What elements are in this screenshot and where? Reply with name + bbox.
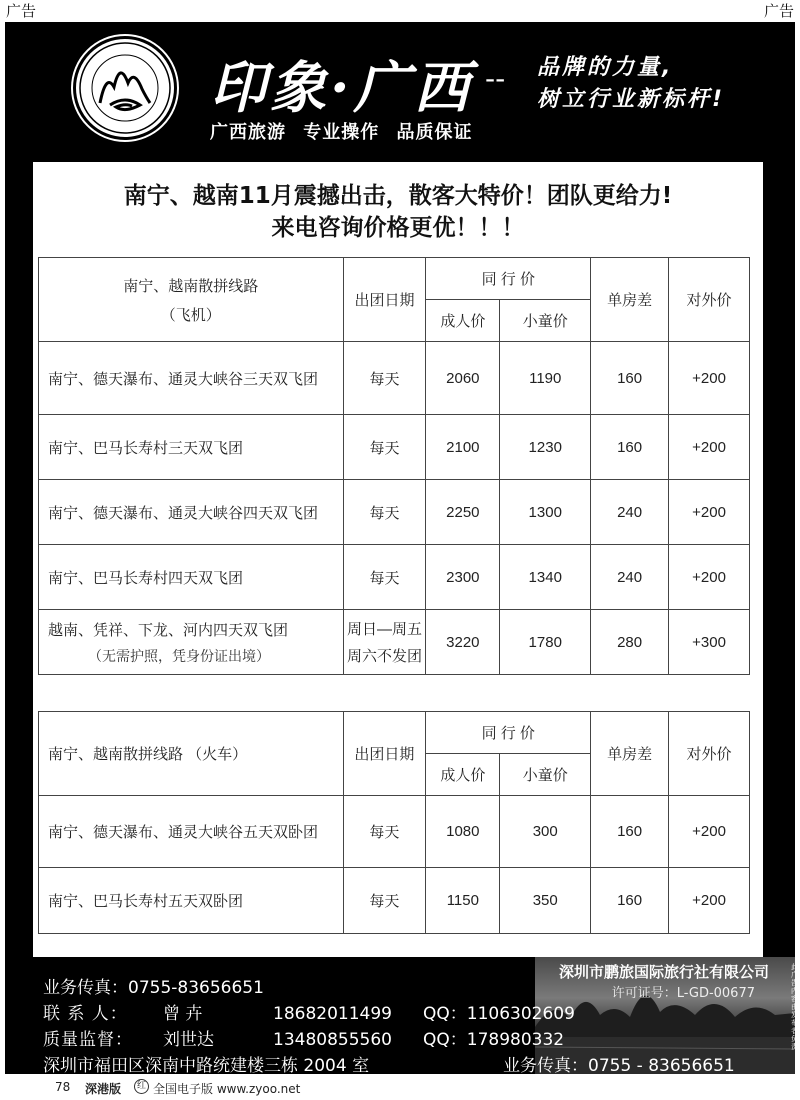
route-cell: 南宁、巴马长寿村五天双卧团 (39, 868, 344, 934)
date-cell: 每天 (343, 480, 426, 545)
table-row (39, 545, 750, 610)
page-footer (0, 1076, 800, 1100)
peer-price-header: 同 行 价 (426, 712, 591, 754)
adult-cell: 3220 (426, 610, 500, 675)
route-cell: 南宁、德天瀑布、通灵大峡谷五天双卧团 (39, 796, 344, 868)
air-price-table (38, 257, 750, 675)
slogan-line-1: 品牌的力量, (537, 55, 674, 80)
child-cell: 1190 (500, 342, 591, 415)
ad-tag-left: 广告 (0, 0, 42, 22)
date-header: 出团日期 (343, 712, 426, 796)
single-cell: 240 (591, 545, 669, 610)
brand-dash: -- (485, 62, 506, 95)
supervise-qq: QQ：178980332 (423, 1030, 565, 1050)
public-cell: +200 (669, 796, 750, 868)
route-cell: 南宁、巴马长寿村四天双飞团 (39, 545, 344, 610)
date-cell: 每天 (343, 342, 426, 415)
public-cell: +200 (669, 868, 750, 934)
headline-line-1: 南宁、越南11月震撼出击，散客大特价！团队更给力! (123, 183, 673, 209)
brand-title: 印象·广西 (210, 55, 474, 121)
single-cell: 160 (591, 868, 669, 934)
contact-name: 曾 卉 (163, 1004, 203, 1024)
single-cell: 240 (591, 480, 669, 545)
table-row (39, 868, 750, 934)
page-number: 78 (55, 1080, 71, 1094)
ad-tag-right: 广告 (758, 0, 800, 22)
single-cell: 160 (591, 796, 669, 868)
adult-cell: 2300 (426, 545, 500, 610)
mountain-logo-icon (76, 39, 174, 137)
date-cell: 每天 (343, 868, 426, 934)
date-cell (343, 610, 426, 675)
child-header: 小童价 (500, 754, 591, 796)
adult-cell: 1150 (426, 868, 500, 934)
date-line-1: 周日—周五 (346, 621, 422, 638)
brand-subtitle: 广西旅游 专业操作 品质保证 (210, 122, 473, 143)
route-cell (39, 610, 344, 675)
fax-line (43, 973, 264, 998)
route-cell: 南宁、巴马长寿村三天双飞团 (39, 415, 344, 480)
table-row-vietnam (39, 610, 750, 675)
headline (33, 180, 763, 244)
supervise-line (43, 1025, 564, 1050)
adult-cell: 2060 (426, 342, 500, 415)
date-cell: 每天 (343, 796, 426, 868)
single-cell: 280 (591, 610, 669, 675)
address: 深圳市福田区深南中路统建楼三栋 2004 室 (43, 1056, 370, 1076)
contact-footer (5, 957, 798, 1076)
table-row (39, 342, 750, 415)
route-cell: 南宁、德天瀑布、通灵大峡谷四天双飞团 (39, 480, 344, 545)
headline-line-2: 来电咨询价格更优！！！ (271, 215, 525, 241)
adult-cell: 2100 (426, 415, 500, 480)
edition-label: 深港版 (85, 1082, 122, 1096)
public-cell: +200 (669, 415, 750, 480)
edition-badge: 红 (134, 1079, 149, 1094)
public-cell: +300 (669, 610, 750, 675)
single-room-header: 单房差 (591, 712, 669, 796)
contact-qq: QQ：1106302609 (423, 1004, 575, 1024)
contact-label: 联 系 人： (43, 1004, 128, 1024)
contact-phone: 18682011499 (273, 1004, 392, 1024)
route-name: 越南、凭祥、下龙、河内四天双飞团 (48, 621, 289, 639)
public-cell: +200 (669, 545, 750, 610)
address-fax: 业务传真：0755 - 83656651 (503, 1056, 735, 1076)
public-price-header: 对外价 (669, 258, 750, 342)
company-name: 深圳市鹏旅国际旅行社有限公司 (558, 963, 769, 981)
child-cell: 350 (500, 868, 591, 934)
route-cell: 南宁、德天瀑布、通灵大峡谷三天双飞团 (39, 342, 344, 415)
fax-value: 0755-83656651 (128, 978, 264, 998)
slogan-line-2: 树立行业新标杆! (537, 87, 726, 112)
supervise-label: 质量监督： (43, 1030, 133, 1050)
brand-logo (73, 36, 177, 140)
supervise-name: 刘世达 (163, 1030, 214, 1050)
route-note: （无需护照，凭身份证出境） (88, 647, 270, 664)
brand-slogan (537, 52, 725, 116)
child-header: 小童价 (500, 300, 591, 342)
adult-cell: 2250 (426, 480, 500, 545)
child-cell: 1340 (500, 545, 591, 610)
fax-label: 业务传真： (43, 978, 128, 998)
child-cell: 1300 (500, 480, 591, 545)
ad-frame (5, 22, 798, 1076)
public-price-header: 对外价 (669, 712, 750, 796)
table-row (39, 796, 750, 868)
public-cell: +200 (669, 480, 750, 545)
public-cell: +200 (669, 342, 750, 415)
train-price-table (38, 711, 750, 934)
peer-price-header: 同 行 价 (426, 258, 591, 300)
table-row (39, 480, 750, 545)
contact-line (43, 999, 575, 1024)
child-cell: 1780 (500, 610, 591, 675)
site-link[interactable]: 全国电子版 www.zyoo.net (153, 1082, 301, 1096)
date-cell: 每天 (343, 415, 426, 480)
single-cell: 160 (591, 415, 669, 480)
date-cell: 每天 (343, 545, 426, 610)
route-header: 南宁、越南散拼线路 （飞机） (39, 258, 344, 342)
child-cell: 300 (500, 796, 591, 868)
date-line-2: 周六不发团 (346, 648, 422, 665)
address-line (43, 1051, 735, 1076)
adult-header: 成人价 (426, 754, 500, 796)
single-room-header: 单房差 (591, 258, 669, 342)
single-cell: 160 (591, 342, 669, 415)
side-note: 此广告内容由发布者负责 (791, 963, 798, 1051)
route-header: 南宁、越南散拼线路 （火车） (39, 712, 344, 796)
table-row (39, 415, 750, 480)
date-header: 出团日期 (343, 258, 426, 342)
adult-cell: 1080 (426, 796, 500, 868)
ad-header (5, 22, 795, 150)
supervise-phone: 13480855560 (273, 1030, 392, 1050)
price-panel (33, 162, 763, 957)
top-strip (0, 0, 800, 22)
child-cell: 1230 (500, 415, 591, 480)
adult-header: 成人价 (426, 300, 500, 342)
license-number: 许可证号：L-GD-00677 (611, 986, 755, 1001)
